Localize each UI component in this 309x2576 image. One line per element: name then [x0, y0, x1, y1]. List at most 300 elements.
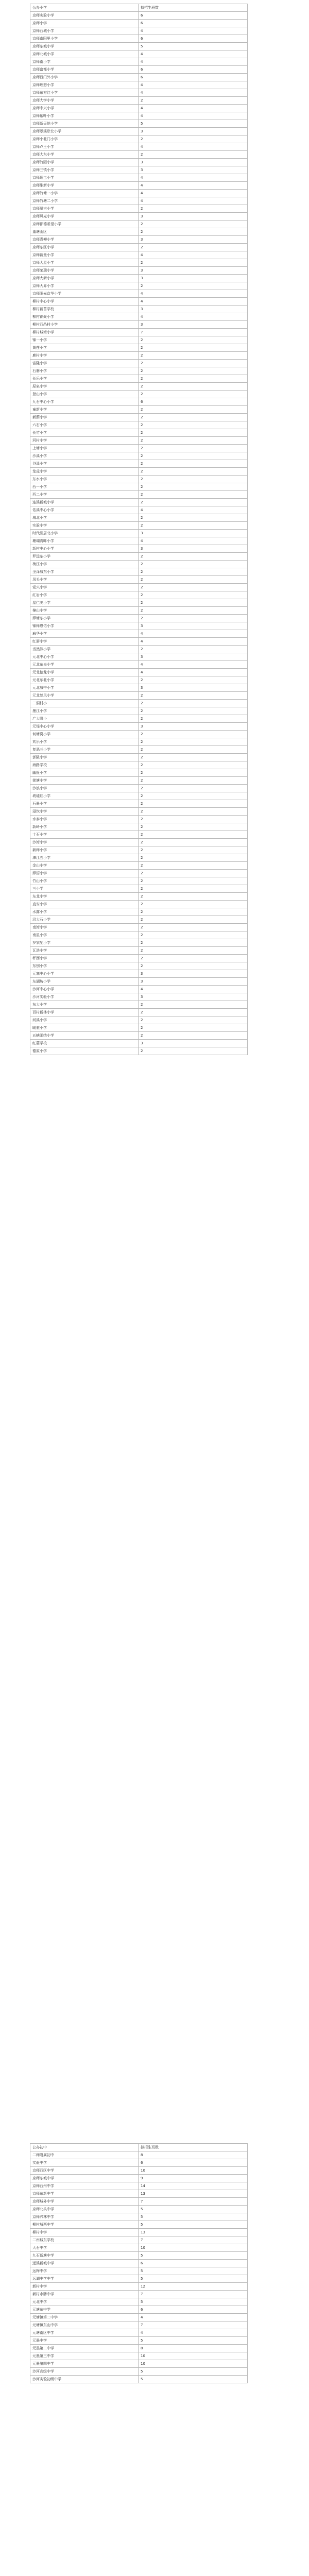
- class-count-cell: 3: [139, 970, 248, 978]
- class-count-cell: 2: [139, 924, 248, 931]
- class-count-cell: 2: [139, 383, 248, 391]
- school-name-cell: 三小学: [30, 885, 139, 893]
- class-count-cell: 3: [139, 236, 248, 244]
- school-name-cell: 新岭小学: [30, 823, 139, 831]
- school-name-cell: 京师小北门小学: [30, 135, 139, 143]
- school-name-cell: 石墨小学: [30, 800, 139, 808]
- school-name-cell: 京师翠溪岸北小学: [30, 128, 139, 135]
- table-row: [30, 2229, 248, 2236]
- table-row: [30, 731, 248, 738]
- class-count-cell: 2: [139, 437, 248, 445]
- table-row: [30, 383, 248, 391]
- class-count-cell: 2: [139, 754, 248, 761]
- class-count-cell: 2: [139, 360, 248, 367]
- class-count-cell: 2: [139, 955, 248, 962]
- school-name-cell: 德原小学: [30, 1047, 139, 1055]
- table-row: [30, 2283, 248, 2291]
- school-name-cell: 新师小学: [30, 846, 139, 854]
- school-name-cell: 元北东北小学: [30, 676, 139, 684]
- class-count-cell: 2: [139, 468, 248, 476]
- school-name-cell: 秤西小学: [30, 955, 139, 962]
- table-row: [30, 1047, 248, 1055]
- table-row: [30, 700, 248, 707]
- class-count-cell: 2: [139, 731, 248, 738]
- school-name-cell: 登山小学: [30, 391, 139, 398]
- school-name-cell: 京师北城小学: [30, 50, 139, 58]
- school-name-cell: 京师西城小学: [30, 27, 139, 35]
- class-count-cell: 4: [139, 661, 248, 669]
- school-name-cell: 京师阳光京华小学: [30, 290, 139, 298]
- class-count-cell: 3: [139, 978, 248, 986]
- school-name-cell: 水露小学: [30, 908, 139, 916]
- school-name-cell: 金山小学: [30, 862, 139, 870]
- class-count-cell: 6: [139, 35, 248, 43]
- table-row: [30, 800, 248, 808]
- table-row: [30, 684, 248, 692]
- class-count-cell: 3: [139, 530, 248, 537]
- school-name-cell: 锦师恩佑小学: [30, 622, 139, 630]
- table-row: [30, 2352, 248, 2360]
- table-row: [30, 591, 248, 599]
- table-row: [30, 854, 248, 862]
- school-name-cell: 沙河中心小学: [30, 986, 139, 993]
- table-row: [30, 916, 248, 924]
- school-name-cell: 元北复风小学: [30, 692, 139, 700]
- school-name-cell: 潭沼小学: [30, 870, 139, 877]
- school-name-cell: 元北中心小学: [30, 653, 139, 661]
- school-name-cell: 当然然小学: [30, 646, 139, 653]
- class-count-cell: 2: [139, 908, 248, 916]
- class-count-cell: 2: [139, 607, 248, 615]
- class-count-cell: 2: [139, 746, 248, 754]
- class-count-cell: 2: [139, 576, 248, 584]
- class-count-cell: 2: [139, 344, 248, 352]
- school-name-cell: 京师理工小学: [30, 174, 139, 182]
- table-row: [30, 35, 248, 43]
- class-count-cell: 2: [139, 808, 248, 816]
- school-name-cell: 柳村新苗学校: [30, 306, 139, 313]
- table-row: [30, 105, 248, 112]
- class-count-cell: 13: [139, 2229, 248, 2236]
- school-name-cell: 柳村西凸村小学: [30, 321, 139, 329]
- school-name-cell: 京师竹塘一小学: [30, 190, 139, 197]
- class-count-cell: 2: [139, 259, 248, 267]
- table-row: [30, 978, 248, 986]
- class-count-cell: 2: [139, 692, 248, 700]
- class-count-cell: 2: [139, 700, 248, 707]
- table-row: [30, 290, 248, 298]
- school-name-cell: 直安小学: [30, 901, 139, 908]
- table-header-row: [30, 2144, 248, 2151]
- class-count-cell: 4: [139, 197, 248, 205]
- school-name-cell: 京师东城中学: [30, 2175, 139, 2182]
- class-count-cell: 2: [139, 553, 248, 561]
- class-count-cell: 拟招生班数: [139, 2144, 248, 2151]
- class-count-cell: 7: [139, 2236, 248, 2244]
- class-count-cell: 6: [139, 2306, 248, 2314]
- class-count-cell: 2: [139, 414, 248, 421]
- school-name-cell: 浸坎小学: [30, 808, 139, 816]
- school-name-cell: 二师附属初中: [30, 2151, 139, 2159]
- class-count-cell: 2: [139, 591, 248, 599]
- class-count-cell: 10: [139, 2244, 248, 2252]
- table-row: [30, 692, 248, 700]
- school-name-cell: 东水小学: [30, 476, 139, 483]
- table-row: [30, 112, 248, 120]
- school-name-cell: 实验小学: [30, 522, 139, 530]
- table-row: [30, 2376, 248, 2383]
- class-count-cell: 2: [139, 777, 248, 785]
- table-header-row: [30, 4, 248, 12]
- table-row: [30, 476, 248, 483]
- table-row: [30, 2267, 248, 2275]
- class-count-cell: 4: [139, 290, 248, 298]
- school-name-cell: 京师东区小学: [30, 244, 139, 251]
- school-name-cell: 元墨中学: [30, 2337, 139, 2345]
- table-row: [30, 870, 248, 877]
- table-row: [30, 561, 248, 568]
- class-count-cell: 4: [139, 105, 248, 112]
- school-name-cell: 富隆小学: [30, 360, 139, 367]
- table-row: [30, 792, 248, 800]
- school-name-cell: 坡硅硅小学: [30, 792, 139, 800]
- class-count-cell: 2: [139, 931, 248, 939]
- table-row: [30, 251, 248, 259]
- table-row: [30, 2213, 248, 2221]
- class-count-cell: 9: [139, 2175, 248, 2182]
- table-row: [30, 398, 248, 406]
- school-name-cell: 元塘镇东山中学: [30, 2321, 139, 2329]
- class-count-cell: 2: [139, 336, 248, 344]
- table-row: [30, 831, 248, 839]
- table-row: [30, 352, 248, 360]
- class-count-cell: 3: [139, 213, 248, 221]
- table-row: [30, 166, 248, 174]
- table-row: [30, 236, 248, 244]
- class-count-cell: 13: [139, 2190, 248, 2198]
- table-row: [30, 468, 248, 476]
- class-count-cell: 8: [139, 2151, 248, 2159]
- class-count-cell: 3: [139, 993, 248, 1001]
- class-count-cell: 2: [139, 367, 248, 375]
- class-count-cell: 6: [139, 20, 248, 27]
- table-row: [30, 622, 248, 630]
- school-name-cell: 南湾小学: [30, 924, 139, 931]
- class-count-cell: 4: [139, 81, 248, 89]
- class-count-cell: 2: [139, 460, 248, 468]
- table-row: [30, 174, 248, 182]
- school-name-cell: 元塘镇第二中学: [30, 2314, 139, 2321]
- table-row: [30, 638, 248, 646]
- class-count-cell: 5: [139, 2337, 248, 2345]
- table-row: [30, 244, 248, 251]
- class-count-cell: 2: [139, 854, 248, 862]
- table-row: [30, 2275, 248, 2283]
- class-count-cell: 7: [139, 2321, 248, 2329]
- school-name-cell: 元北城中小学: [30, 684, 139, 692]
- class-count-cell: 2: [139, 901, 248, 908]
- table-row: [30, 901, 248, 908]
- class-count-cell: 4: [139, 2329, 248, 2337]
- table-row: [30, 58, 248, 66]
- class-count-cell: 5: [139, 2368, 248, 2376]
- table-row: [30, 429, 248, 437]
- class-count-cell: 4: [139, 174, 248, 182]
- class-count-cell: 4: [139, 89, 248, 97]
- school-name-cell: 海路学校: [30, 761, 139, 769]
- school-name-cell: 红岩小学: [30, 591, 139, 599]
- class-count-cell: 7: [139, 2198, 248, 2206]
- table-row: [30, 568, 248, 576]
- school-name-cell: 何塘岗小学: [30, 731, 139, 738]
- table-row: [30, 2159, 248, 2167]
- table-row: [30, 197, 248, 205]
- class-count-cell: 5: [139, 2267, 248, 2275]
- school-name-cell: 京师城外中学: [30, 2198, 139, 2206]
- school-name-cell: 京师大东小学: [30, 151, 139, 159]
- primary-school-table-body: [30, 4, 248, 1055]
- class-count-cell: 5: [139, 2275, 248, 2283]
- table-row: [30, 676, 248, 684]
- table-row: [30, 97, 248, 105]
- school-name-cell: 东湖坊小学: [30, 978, 139, 986]
- table-row: [30, 530, 248, 537]
- class-count-cell: 2: [139, 452, 248, 460]
- table-row: [30, 499, 248, 506]
- school-name-cell: 公办小学: [30, 4, 139, 12]
- table-row: [30, 877, 248, 885]
- school-name-cell: 十石小学: [30, 831, 139, 839]
- table-row: [30, 808, 248, 816]
- school-name-cell: 郭陂小学: [30, 754, 139, 761]
- class-count-cell: 7: [139, 329, 248, 336]
- school-name-cell: 京师卢王小学: [30, 143, 139, 151]
- table-row: [30, 282, 248, 290]
- class-count-cell: 2: [139, 738, 248, 746]
- school-name-cell: 南星小学: [30, 931, 139, 939]
- school-name-cell: 京师维新小学: [30, 182, 139, 190]
- school-name-cell: 公办初中: [30, 2144, 139, 2151]
- class-count-cell: 2: [139, 514, 248, 522]
- class-count-cell: 5: [139, 2206, 248, 2213]
- class-count-cell: 2: [139, 939, 248, 947]
- school-name-cell: 幽箍小学: [30, 769, 139, 777]
- table-row: [30, 2182, 248, 2190]
- school-name-cell: 柳村城西中学: [30, 2221, 139, 2229]
- table-row: [30, 2221, 248, 2229]
- school-name-cell: 京师荣瑞小学: [30, 267, 139, 275]
- class-count-cell: 3: [139, 321, 248, 329]
- school-name-cell: 京师景吉小学: [30, 205, 139, 213]
- school-name-cell: 京师理想小学: [30, 81, 139, 89]
- school-name-cell: 元墨第二中学: [30, 2345, 139, 2352]
- school-name-cell: 九石中心小学: [30, 398, 139, 406]
- table-row: [30, 221, 248, 228]
- class-count-cell: 10: [139, 2352, 248, 2360]
- table-row: [30, 576, 248, 584]
- class-count-cell: 6: [139, 2159, 248, 2167]
- school-name-cell: 潭塘东小学: [30, 615, 139, 622]
- class-count-cell: 5: [139, 2298, 248, 2306]
- class-count-cell: 2: [139, 846, 248, 854]
- table-row: [30, 2291, 248, 2298]
- table-row: [30, 2244, 248, 2252]
- table-row: [30, 128, 248, 135]
- school-name-cell: 瓦浩小学: [30, 947, 139, 955]
- class-count-cell: 拟招生班数: [139, 4, 248, 12]
- table-row: [30, 630, 248, 638]
- school-name-cell: 凤头小学: [30, 576, 139, 584]
- class-count-cell: 2: [139, 800, 248, 808]
- table-row: [30, 228, 248, 236]
- class-count-cell: 2: [139, 584, 248, 591]
- class-count-cell: 4: [139, 58, 248, 66]
- class-count-cell: 5: [139, 2252, 248, 2260]
- class-count-cell: 2: [139, 1047, 248, 1055]
- class-count-cell: 2: [139, 823, 248, 831]
- class-count-cell: 3: [139, 128, 248, 135]
- class-count-cell: 6: [139, 12, 248, 20]
- school-name-cell: 京师富都小学: [30, 66, 139, 74]
- table-row: [30, 182, 248, 190]
- class-count-cell: 4: [139, 313, 248, 321]
- class-count-cell: 2: [139, 1032, 248, 1040]
- school-name-cell: 沙河实验初级中学: [30, 2376, 139, 2383]
- school-name-cell: 圣泽城东小学: [30, 568, 139, 576]
- table-row: [30, 190, 248, 197]
- table-row: [30, 437, 248, 445]
- school-name-cell: 董塘山区: [30, 228, 139, 236]
- class-count-cell: 4: [139, 669, 248, 676]
- school-name-cell: 城北小学: [30, 514, 139, 522]
- school-name-cell: 河村小学: [30, 437, 139, 445]
- school-name-cell: 京师大学小学: [30, 97, 139, 105]
- school-name-cell: 百村新林小学: [30, 1009, 139, 1016]
- table-row: [30, 931, 248, 939]
- class-count-cell: 2: [139, 429, 248, 437]
- table-row: [30, 2151, 248, 2159]
- table-row: [30, 839, 248, 846]
- school-name-cell: 星仁美小学: [30, 599, 139, 607]
- class-count-cell: 2: [139, 445, 248, 452]
- class-count-cell: 5: [139, 2376, 248, 2383]
- school-name-cell: 元塞中心小学: [30, 970, 139, 978]
- school-name-cell: 石磐小学: [30, 367, 139, 375]
- school-name-cell: 京师西门外小学: [30, 74, 139, 81]
- school-name-cell: 远湖中学中学: [30, 2275, 139, 2283]
- class-count-cell: 2: [139, 870, 248, 877]
- school-name-cell: 罗远东小学: [30, 553, 139, 561]
- school-name-cell: 京师新天地小学: [30, 120, 139, 128]
- table-row: [30, 862, 248, 870]
- table-row: [30, 275, 248, 282]
- middle-school-table: [30, 2143, 248, 2383]
- table-row: [30, 483, 248, 491]
- school-name-cell: 水泰小学: [30, 816, 139, 823]
- class-count-cell: 6: [139, 398, 248, 406]
- table-row: [30, 74, 248, 81]
- school-name-cell: 京师兴林中学: [30, 2213, 139, 2221]
- class-count-cell: 3: [139, 684, 248, 692]
- class-count-cell: 12: [139, 2283, 248, 2291]
- table-row: [30, 754, 248, 761]
- school-name-cell: 京师新童小学: [30, 251, 139, 259]
- class-count-cell: 4: [139, 27, 248, 35]
- school-name-cell: 京师东方红小学: [30, 89, 139, 97]
- class-count-cell: 4: [139, 251, 248, 259]
- school-name-cell: 京师实验小学: [30, 12, 139, 20]
- class-count-cell: 4: [139, 182, 248, 190]
- class-count-cell: 4: [139, 298, 248, 306]
- school-name-cell: 珊瑚湾畔小学: [30, 537, 139, 545]
- class-count-cell: 2: [139, 1009, 248, 1016]
- table-row: [30, 267, 248, 275]
- table-row: [30, 313, 248, 321]
- table-row: [30, 43, 248, 50]
- class-count-cell: 6: [139, 74, 248, 81]
- class-count-cell: 10: [139, 2167, 248, 2175]
- school-name-cell: 柳村中学: [30, 2229, 139, 2236]
- primary-school-table: [30, 4, 248, 1055]
- school-name-cell: 京师青柳小学: [30, 236, 139, 244]
- table-row: [30, 746, 248, 754]
- school-name-cell: 元塘南区中学: [30, 2329, 139, 2337]
- table-row: [30, 213, 248, 221]
- class-count-cell: 2: [139, 352, 248, 360]
- table-row: [30, 306, 248, 313]
- school-name-cell: 元墨第四中学: [30, 2360, 139, 2368]
- table-row: [30, 89, 248, 97]
- school-name-cell: 时代湖居北小学: [30, 530, 139, 537]
- class-count-cell: 2: [139, 862, 248, 870]
- table-row: [30, 1001, 248, 1009]
- class-count-cell: 2: [139, 839, 248, 846]
- table-row: [30, 460, 248, 468]
- school-name-cell: 欢乐小学: [30, 738, 139, 746]
- table-row: [30, 947, 248, 955]
- school-name-cell: 京师北头中学: [30, 2206, 139, 2213]
- school-name-cell: 原泉小学: [30, 383, 139, 391]
- table-row: [30, 893, 248, 901]
- class-count-cell: 2: [139, 205, 248, 213]
- class-count-cell: 2: [139, 947, 248, 955]
- class-count-cell: 2: [139, 599, 248, 607]
- table-row: [30, 2236, 248, 2244]
- table-row: [30, 421, 248, 429]
- class-count-cell: 4: [139, 506, 248, 514]
- table-row: [30, 2329, 248, 2337]
- school-name-cell: 京师都德希望小学: [30, 221, 139, 228]
- class-count-cell: 3: [139, 159, 248, 166]
- class-count-cell: 2: [139, 816, 248, 823]
- class-count-cell: 4: [139, 143, 248, 151]
- school-name-cell: 沙湾小学: [30, 839, 139, 846]
- table-row: [30, 1040, 248, 1047]
- school-name-cell: 京师竹塘二小学: [30, 197, 139, 205]
- table-row: [30, 885, 248, 893]
- school-name-cell: 远溪新城中学: [30, 2260, 139, 2267]
- table-row: [30, 329, 248, 336]
- table-row: [30, 367, 248, 375]
- school-name-cell: 鹿村小学: [30, 352, 139, 360]
- table-row: [30, 2368, 248, 2376]
- school-name-cell: 实验中学: [30, 2159, 139, 2167]
- school-name-cell: 二洞村小: [30, 700, 139, 707]
- class-count-cell: 2: [139, 97, 248, 105]
- table-row: [30, 391, 248, 398]
- class-count-cell: 5: [139, 120, 248, 128]
- table-row: [30, 584, 248, 591]
